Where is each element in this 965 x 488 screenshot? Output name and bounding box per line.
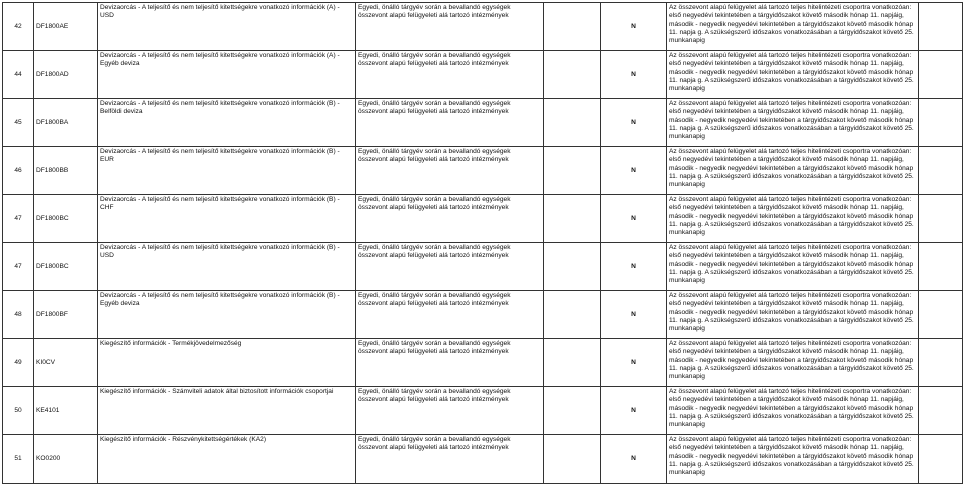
empty-cell [544, 3, 601, 51]
flag-value: N [601, 387, 667, 435]
empty-cell [544, 51, 601, 99]
report-scope: Egyedi, önálló tárgyév során a bevallandó egységek összevont alapú felügyeleti alá tartozó intézmények [356, 435, 544, 484]
empty-cell [919, 291, 963, 339]
report-scope: Egyedi, önálló tárgyév során a bevallandó egységek összevont alapú felügyeleti alá tartozó intézmények [356, 243, 544, 291]
empty-cell [919, 387, 963, 435]
report-scope: Egyedi, önálló tárgyév során a bevallandó egységek összevont alapú felügyeleti alá tartozó intézmények [356, 3, 544, 51]
report-scope: Egyedi, önálló tárgyév során a bevallandó egységek összevont alapú felügyeleti alá tartozó intézmények [356, 51, 544, 99]
empty-cell [544, 291, 601, 339]
empty-cell [544, 243, 601, 291]
report-description: Kiegészítő információk - Részvénykitettségértékek (KA2) [98, 435, 356, 484]
empty-cell [919, 51, 963, 99]
empty-cell [544, 387, 601, 435]
row-number: 51 [3, 435, 34, 484]
flag-value: N [601, 291, 667, 339]
report-description: Kiegészítő információk - Termékjövedelmezőség [98, 339, 356, 387]
empty-cell [919, 339, 963, 387]
empty-cell [919, 147, 963, 195]
report-code: DF1800BC [34, 243, 98, 291]
submission-deadline: Az összevont alapú felügyelet alá tartozó teljes hitelintézeti csoportra vonatkozóan: első negyedévi tekintetében a tárgyidőszakot követő második hónap 11. napjáig, második - negyedik negyedévi tekintetében a tárgyidőszakot követő második hónap 11. napja g. A szükségszerű időszakos vonatkozásában a tárgyidőszakot követő 25. munkanapig [667, 147, 919, 195]
submission-deadline: Az összevont alapú felügyelet alá tartozó teljes hitelintézeti csoportra vonatkozóan: első negyedévi tekintetében a tárgyidőszakot követő második hónap 11. napjáig, második - negyedik negyedévi tekintetében a tárgyidőszakot követő második hónap 11. napja g. A szükségszerű időszakos vonatkozásában a tárgyidőszakot követő 25. munkanapig [667, 99, 919, 147]
empty-cell [919, 195, 963, 243]
flag-value: N [601, 339, 667, 387]
report-scope: Egyedi, önálló tárgyév során a bevallandó egységek összevont alapú felügyeleti alá tartozó intézmények [356, 387, 544, 435]
row-number: 47 [3, 243, 34, 291]
table-row [3, 387, 963, 435]
table-row [3, 147, 963, 195]
row-number: 46 [3, 147, 34, 195]
submission-deadline: Az összevont alapú felügyelet alá tartozó teljes hitelintézeti csoportra vonatkozóan: első negyedévi tekintetében a tárgyidőszakot követő második hónap 11. napjáig, második - negyedik negyedévi tekintetében a tárgyidőszakot követő második hónap 11. napja g. A szükségszerű időszakos vonatkozásában a tárgyidőszakot követő 25. munkanapig [667, 435, 919, 484]
empty-cell [544, 339, 601, 387]
reporting-table [2, 2, 963, 484]
flag-value: N [601, 99, 667, 147]
report-scope: Egyedi, önálló tárgyév során a bevallandó egységek összevont alapú felügyeleti alá tartozó intézmények [356, 339, 544, 387]
report-description: Devizaorcás - A teljesítő és nem teljesítő kitettségekre vonatkozó információk (B) - USD [98, 243, 356, 291]
submission-deadline: Az összevont alapú felügyelet alá tartozó teljes hitelintézeti csoportra vonatkozóan: első negyedévi tekintetében a tárgyidőszakot követő második hónap 11. napjáig, második - negyedik negyedévi tekintetében a tárgyidőszakot követő második hónap 11. napja g. A szükségszerű időszakos vonatkozásában a tárgyidőszakot követő 25. munkanapig [667, 387, 919, 435]
empty-cell [919, 243, 963, 291]
report-scope: Egyedi, önálló tárgyév során a bevallandó egységek összevont alapú felügyeleti alá tartozó intézmények [356, 195, 544, 243]
table-row [3, 3, 963, 51]
report-description: Devizaorcás - A teljesítő és nem teljesítő kitettségekre vonatkozó információk (B) - EUR [98, 147, 356, 195]
row-number: 44 [3, 51, 34, 99]
report-code: DF1800AD [34, 51, 98, 99]
report-code: DF1800AE [34, 3, 98, 51]
table-row [3, 99, 963, 147]
report-description: Devizaorcás - A teljesítő és nem teljesítő kitettségekre vonatkozó információk (A) - Egyéb deviza [98, 51, 356, 99]
empty-cell [919, 3, 963, 51]
submission-deadline: Az összevont alapú felügyelet alá tartozó teljes hitelintézeti csoportra vonatkozóan: első negyedévi tekintetében a tárgyidőszakot követő második hónap 11. napjáig, második - negyedik negyedévi tekintetében a tárgyidőszakot követő második hónap 11. napja g. A szükségszerű időszakos vonatkozásában a tárgyidőszakot követő 25. munkanapig [667, 195, 919, 243]
flag-value: N [601, 147, 667, 195]
empty-cell [544, 99, 601, 147]
flag-value: N [601, 3, 667, 51]
table-row [3, 195, 963, 243]
row-number: 50 [3, 387, 34, 435]
report-code: DF1800BC [34, 195, 98, 243]
report-description: Devizaorcás - A teljesítő és nem teljesítő kitettségekre vonatkozó információk (A) - USD [98, 3, 356, 51]
report-code: DF1800BB [34, 147, 98, 195]
empty-cell [544, 147, 601, 195]
submission-deadline: Az összevont alapú felügyelet alá tartozó teljes hitelintézeti csoportra vonatkozóan: első negyedévi tekintetében a tárgyidőszakot követő második hónap 11. napjáig, második - negyedik negyedévi tekintetében a tárgyidőszakot követő második hónap 11. napja g. A szükségszerű időszakos vonatkozásában a tárgyidőszakot követő 25. munkanapig [667, 51, 919, 99]
row-number: 49 [3, 339, 34, 387]
report-code: DF1800BA [34, 99, 98, 147]
empty-cell [919, 99, 963, 147]
report-code: KE4101 [34, 387, 98, 435]
submission-deadline: Az összevont alapú felügyelet alá tartozó teljes hitelintézeti csoportra vonatkozóan: első negyedévi tekintetében a tárgyidőszakot követő második hónap 11. napjáig, második - negyedik negyedévi tekintetében a tárgyidőszakot követő második hónap 11. napja g. A szükségszerű időszakos vonatkozásában a tárgyidőszakot követő 25. munkanapig [667, 3, 919, 51]
table-row [3, 339, 963, 387]
table-row [3, 435, 963, 484]
submission-deadline: Az összevont alapú felügyelet alá tartozó teljes hitelintézeti csoportra vonatkozóan: első negyedévi tekintetében a tárgyidőszakot követő második hónap 11. napjáig, második - negyedik negyedévi tekintetében a tárgyidőszakot követő második hónap 11. napja g. A szükségszerű időszakos vonatkozásában a tárgyidőszakot követő 25. munkanapig [667, 291, 919, 339]
empty-cell [544, 435, 601, 484]
table-body [3, 3, 963, 484]
report-description: Devizaorcás - A teljesítő és nem teljesítő kitettségekre vonatkozó információk (B) - Belföldi deviza [98, 99, 356, 147]
report-scope: Egyedi, önálló tárgyév során a bevallandó egységek összevont alapú felügyeleti alá tartozó intézmények [356, 99, 544, 147]
row-number: 48 [3, 291, 34, 339]
report-code: KI0CV [34, 339, 98, 387]
report-code: DF1800BF [34, 291, 98, 339]
row-number: 47 [3, 195, 34, 243]
submission-deadline: Az összevont alapú felügyelet alá tartozó teljes hitelintézeti csoportra vonatkozóan: első negyedévi tekintetében a tárgyidőszakot követő második hónap 11. napjáig, második - negyedik negyedévi tekintetében a tárgyidőszakot követő második hónap 11. napja g. A szükségszerű időszakos vonatkozásában a tárgyidőszakot követő 25. munkanapig [667, 339, 919, 387]
report-description: Kiegészítő információk - Számviteli adatok által biztosított információk csoportjai [98, 387, 356, 435]
table-row [3, 51, 963, 99]
row-number: 42 [3, 3, 34, 51]
empty-cell [919, 435, 963, 484]
row-number: 45 [3, 99, 34, 147]
empty-cell [544, 195, 601, 243]
flag-value: N [601, 435, 667, 484]
report-code: KO0200 [34, 435, 98, 484]
submission-deadline: Az összevont alapú felügyelet alá tartozó teljes hitelintézeti csoportra vonatkozóan: első negyedévi tekintetében a tárgyidőszakot követő második hónap 11. napjáig, második - negyedik negyedévi tekintetében a tárgyidőszakot követő második hónap 11. napja g. A szükségszerű időszakos vonatkozásában a tárgyidőszakot követő 25. munkanapig [667, 243, 919, 291]
table-row [3, 291, 963, 339]
report-scope: Egyedi, önálló tárgyév során a bevallandó egységek összevont alapú felügyeleti alá tartozó intézmények [356, 291, 544, 339]
flag-value: N [601, 51, 667, 99]
flag-value: N [601, 243, 667, 291]
report-description: Devizaorcás - A teljesítő és nem teljesítő kitettségekre vonatkozó információk (B) - Egyéb deviza [98, 291, 356, 339]
report-description: Devizaorcás - A teljesítő és nem teljesítő kitettségekre vonatkozó információk (B) - CHF [98, 195, 356, 243]
table-row [3, 243, 963, 291]
flag-value: N [601, 195, 667, 243]
report-scope: Egyedi, önálló tárgyév során a bevallandó egységek összevont alapú felügyeleti alá tartozó intézmények [356, 147, 544, 195]
